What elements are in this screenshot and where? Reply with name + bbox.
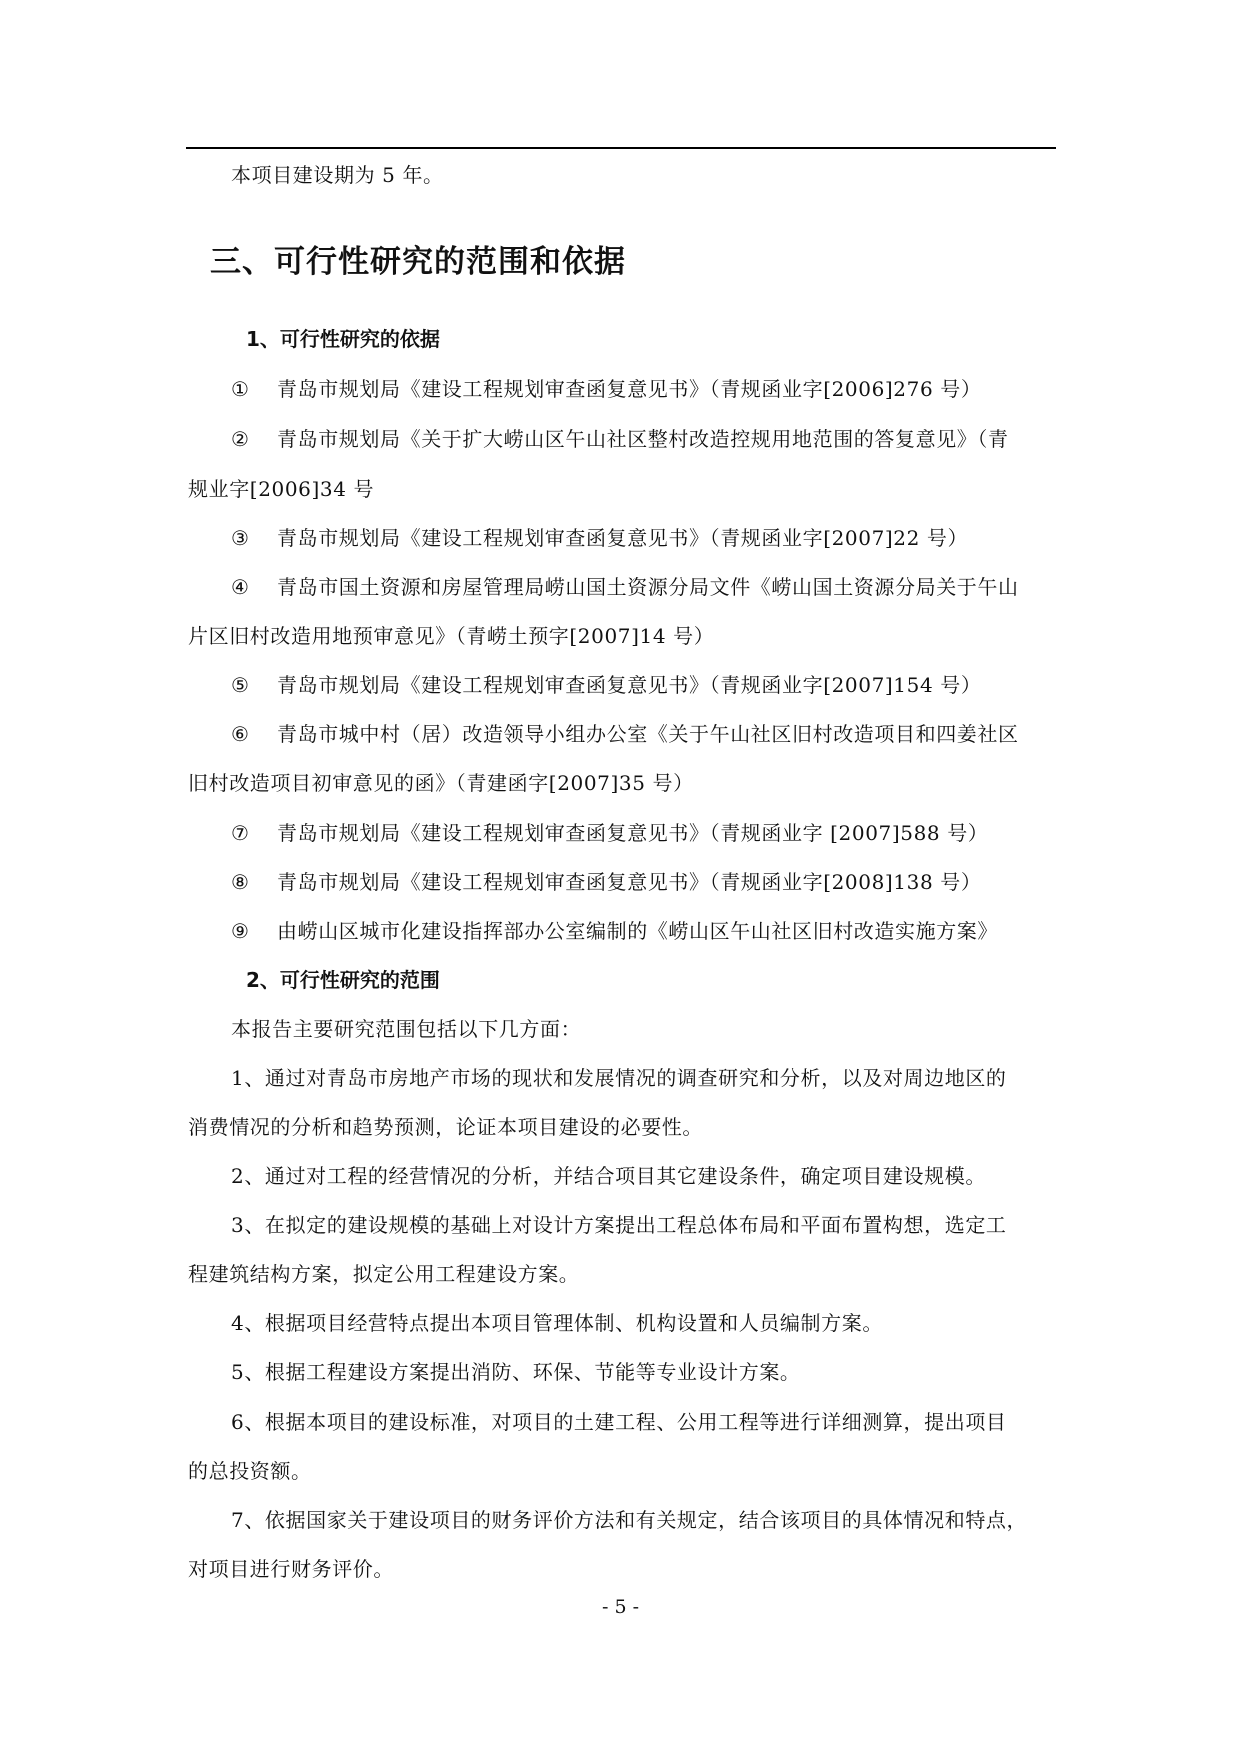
reference-text: 青岛市规划局《关于扩大崂山区午山社区整村改造控规用地范围的答复意见》（青 [277,427,1009,451]
reference-text: 青岛市城中村（居）改造领导小组办公室《关于午山社区旧村改造项目和四姜社区 [277,722,1019,746]
scope-point-7-continuation: 对项目进行财务评价。 [188,1557,394,1581]
reference-item-1 [231,377,981,401]
reference-mark: ① [231,377,250,401]
reference-text: 青岛市规划局《建设工程规划审查函复意见书》（青规函业字[2008]138 号） [277,870,982,894]
reference-item-2 [231,427,1009,451]
reference-mark: ⑦ [231,821,250,845]
reference-mark: ② [231,427,250,451]
reference-item-5 [231,673,981,697]
reference-item-7 [231,821,988,845]
scope-point-3: 3、在拟定的建设规模的基础上对设计方案提出工程总体布局和平面布置构想，选定工 [231,1213,1007,1237]
page-number: - 5 - [601,1596,639,1618]
reference-item-8 [231,870,981,894]
reference-text: 青岛市规划局《建设工程规划审查函复意见书》（青规函业字[2007]154 号） [277,673,982,697]
scope-point-5: 5、根据工程建设方案提出消防、环保、节能等专业设计方案。 [231,1360,801,1384]
reference-mark: ⑧ [231,870,250,894]
intro-paragraph: 本项目建设期为 5 年。 [231,163,444,187]
header-rule [186,147,1056,149]
reference-item-4-continuation: 片区旧村改造用地预审意见》（青崂土预字[2007]14 号） [188,624,715,648]
reference-mark: ④ [231,575,250,599]
reference-mark: ⑤ [231,673,250,697]
scope-point-3-continuation: 程建筑结构方案，拟定公用工程建设方案。 [188,1262,580,1286]
scope-point-4: 4、根据项目经营特点提出本项目管理体制、机构设置和人员编制方案。 [231,1311,883,1335]
basis-heading: 1、可行性研究的依据 [246,327,440,351]
reference-text: 青岛市规划局《建设工程规划审查函复意见书》（青规函业字[2007]22 号） [277,526,969,550]
scope-point-2: 2、通过对工程的经营情况的分析，并结合项目其它建设条件，确定项目建设规模。 [231,1164,986,1188]
reference-item-4 [231,575,1019,599]
reference-mark: ⑥ [231,722,250,746]
reference-item-9 [231,919,998,943]
reference-item-6 [231,722,1019,746]
reference-item-3 [231,526,968,550]
reference-text: 青岛市规划局《建设工程规划审查函复意见书》（青规函业字 [2007]588 号） [277,821,989,845]
reference-text: 青岛市国土资源和房屋管理局崂山国土资源分局文件《崂山国土资源分局关于午山 [277,575,1019,599]
reference-item-6-continuation: 旧村改造项目初审意见的函》（青建函字[2007]35 号） [188,771,694,795]
reference-mark: ③ [231,526,250,550]
reference-text: 由崂山区城市化建设指挥部办公室编制的《崂山区午山社区旧村改造实施方案》 [277,919,998,943]
reference-text: 青岛市规划局《建设工程规划审查函复意见书》（青规函业字[2006]276 号） [277,377,982,401]
reference-item-2-continuation: 规业字[2006]34 号 [188,477,375,501]
scope-lead: 本报告主要研究范围包括以下几方面： [231,1017,582,1041]
scope-point-1: 1、通过对青岛市房地产市场的现状和发展情况的调查研究和分析，以及对周边地区的 [231,1066,1007,1090]
scope-point-1-continuation: 消费情况的分析和趋势预测，论证本项目建设的必要性。 [188,1115,703,1139]
scope-point-6-continuation: 的总投资额。 [188,1459,312,1483]
scope-heading: 2、可行性研究的范围 [246,968,440,992]
section-title: 三、可行性研究的范围和依据 [210,244,626,280]
scope-point-7: 7、依据国家关于建设项目的财务评价方法和有关规定，结合该项目的具体情况和特点， [231,1508,1028,1532]
scope-point-6: 6、根据本项目的建设标准，对项目的土建工程、公用工程等进行详细测算，提出项目 [231,1410,1007,1434]
reference-mark: ⑨ [231,919,250,943]
